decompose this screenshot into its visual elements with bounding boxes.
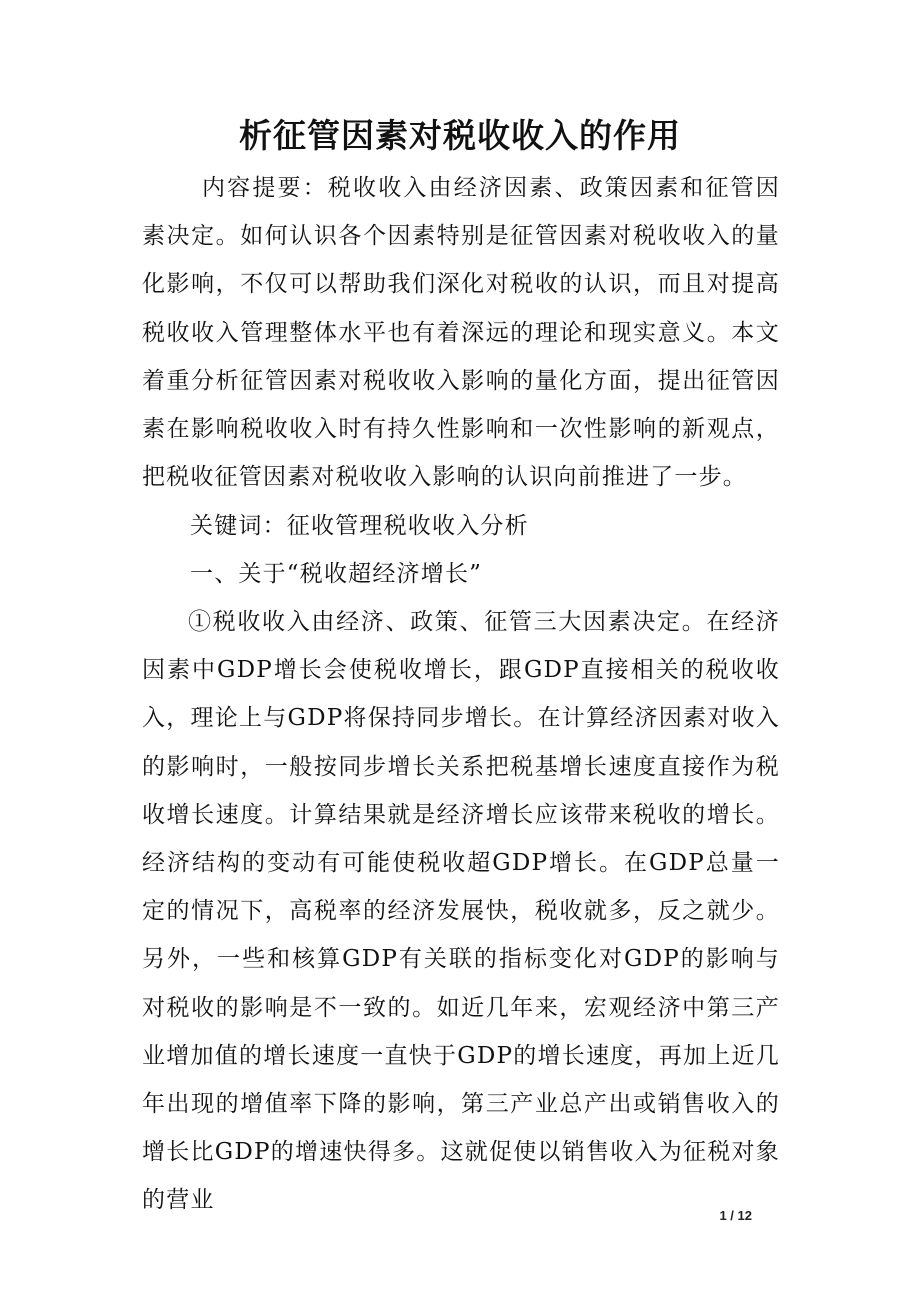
page-number: 1 / 12 xyxy=(719,1208,752,1223)
document-title: 析征管因素对税收收入的作用 xyxy=(239,116,681,155)
section-heading: 一、关于“税收超经济增长” xyxy=(190,561,483,587)
keywords-line: 关键词：征收管理税收收入分析 xyxy=(190,513,529,539)
body-paragraph: ①税收收入由经济、政策、征管三大因素决定。在经济因素中GDP增长会使税收增长，跟GDP直接相关的税收收入，理论上与GDP将保持同步增长。在计算经济因素对收入的影响时，一般按同步增长关系把税基增长速度直接作为税收增长速度。计算结果就是经济增长应该带来税收的增长。经济结构的变动有可能使税收超GDP增长。在GDP总量一定的情况下，高税率的经济发展快，税收就多，反之就少。另外，一些和核算GDP有关联的指标变化对GDP的影响与对税收的影响是不一致的。如近几年来，宏观经济中第三产业增加值的增长速度一直快于GDP的增长速度，再加上近几年出现的增值率下降的影响，第三产业总产出或销售收入的增长比GDP的增速快得多。这就促使以销售收入为征税对象的营业 xyxy=(142,609,780,1214)
abstract-paragraph: 内容提要：税收收入由经济因素、政策因素和征管因素决定。如何认识各个因素特别是征管因素对税收收入的量化影响，不仅可以帮助我们深化对税收的认识，而且对提高税收收入管理整体水平也有着深远的理论和现实意义。本文着重分析征管因素对税收收入影响的量化方面，提出征管因素在影响税收收入时有持久性影响和一次性影响的新观点，把税收征管因素对税收收入影响的认识向前推进了一步。 xyxy=(142,175,780,491)
